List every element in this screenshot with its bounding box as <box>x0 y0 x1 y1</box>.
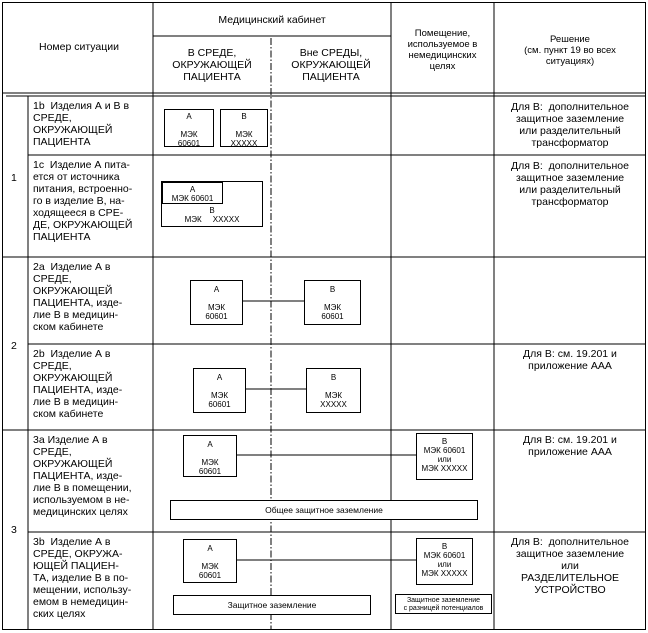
header-non-medical-room: Помещение, используемое в немедицинских целях <box>407 28 478 72</box>
device-a-box <box>193 368 246 413</box>
device-b-box <box>220 109 268 147</box>
common-earth-bar <box>170 500 478 520</box>
row-description: 2а Изделие А в СРЕДЕ, ОКРУЖАЮЩЕЙ ПАЦИЕНТА, изде- лие В в медицин- ском кабинете <box>33 261 123 333</box>
row-solution: Для В: см. 19.201 и приложение ААА <box>523 434 617 458</box>
header-outside-patient-env: Вне СРЕДЫ, ОКРУЖАЮЩЕЙ ПАЦИЕНТА <box>291 47 371 83</box>
device-b-box <box>416 433 473 480</box>
device-a-box <box>183 539 237 583</box>
header-in-patient-env: В СРЕДЕ, ОКРУЖАЮЩЕЙ ПАЦИЕНТА <box>172 47 252 83</box>
device-a-label: А МЭК 60601 <box>205 285 228 321</box>
device-b-label: В МЭК 60601 <box>321 285 344 321</box>
device-a-box <box>190 280 243 325</box>
device-a-label: А МЭК 60601 <box>208 373 231 409</box>
device-b-label: В МЭК XXXXX <box>320 373 347 409</box>
device-b-label: В МЭК XXXXX <box>230 112 258 148</box>
common-earth-label: Общее защитное заземление <box>265 505 383 515</box>
device-a-label: А МЭК 60601 <box>198 544 222 580</box>
device-b-box <box>306 368 361 413</box>
row-solution: Для В: см. 19.201 и приложение ААА <box>523 348 617 372</box>
protective-earth-label: Защитное заземление <box>227 600 317 610</box>
device-a-label: А МЭК 60601 <box>177 112 201 148</box>
row-description: 1b Изделия А и В в СРЕДЕ, ОКРУЖАЮЩЕЙ ПАЦИЕНТА <box>33 100 130 148</box>
row-description: 2b Изделие А в СРЕДЕ, ОКРУЖАЮЩЕЙ ПАЦИЕНТА, изде- лие В в медицин- ском кабинете <box>33 348 123 420</box>
row-description: 3b Изделие А в СРЕДЕ, ОКРУЖА- ЮЩЕЙ ПАЦИЕН- ТА, изделие В в по- мещении, использу- емом в немедицин- ских целях <box>33 536 132 620</box>
device-b-label: В МЭК XXXXX <box>184 206 240 224</box>
row-description: 3а Изделие А в СРЕДЕ, ОКРУЖАЮЩЕЙ ПАЦИЕНТА, изде- лие В в помещении, используемом в не- медицинских целях <box>33 434 132 518</box>
device-b-box <box>304 280 361 325</box>
device-b-label: В МЭК 60601 или МЭК XXXXX <box>421 542 468 578</box>
header-solution: Решение (см. пункт 19 во всех ситуациях) <box>524 34 616 67</box>
potential-earth-label: Защитное заземление с разницей потенциалов <box>403 597 484 612</box>
device-b-label: В МЭК 60601 или МЭК XXXXX <box>421 437 468 473</box>
protective-earth-bar <box>173 595 371 615</box>
device-a-label: А МЭК 60601 <box>171 185 214 203</box>
group-number: 2 <box>11 340 17 352</box>
header-situation-number: Номер ситуации <box>39 41 119 53</box>
row-solution: Для В: дополнительное защитное заземление или разделительный трансформатор <box>511 160 629 208</box>
header-medical-room: Медицинский кабинет <box>218 14 326 26</box>
row-solution: Для В: дополнительное защитное заземление или РАЗДЕЛИТЕЛЬНОЕ УСТРОЙСТВО <box>511 536 629 596</box>
device-a-label: А МЭК 60601 <box>198 440 222 476</box>
device-b-box <box>416 538 473 585</box>
row-description: 1с Изделие А пита- ется от источника питания, встроенно- го в изделие В, на- ходящееся в СРЕ- ДЕ, ОКРУЖАЮЩЕЙ ПАЦИЕНТА <box>33 159 133 243</box>
potential-earth-bar <box>395 594 492 614</box>
device-a-box <box>162 182 223 204</box>
group-number: 3 <box>11 524 17 536</box>
device-a-box <box>183 435 237 477</box>
device-a-box <box>164 109 214 147</box>
group-number: 1 <box>11 172 17 184</box>
row-solution: Для В: дополнительное защитное заземление или разделительный трансформатор <box>511 101 629 149</box>
